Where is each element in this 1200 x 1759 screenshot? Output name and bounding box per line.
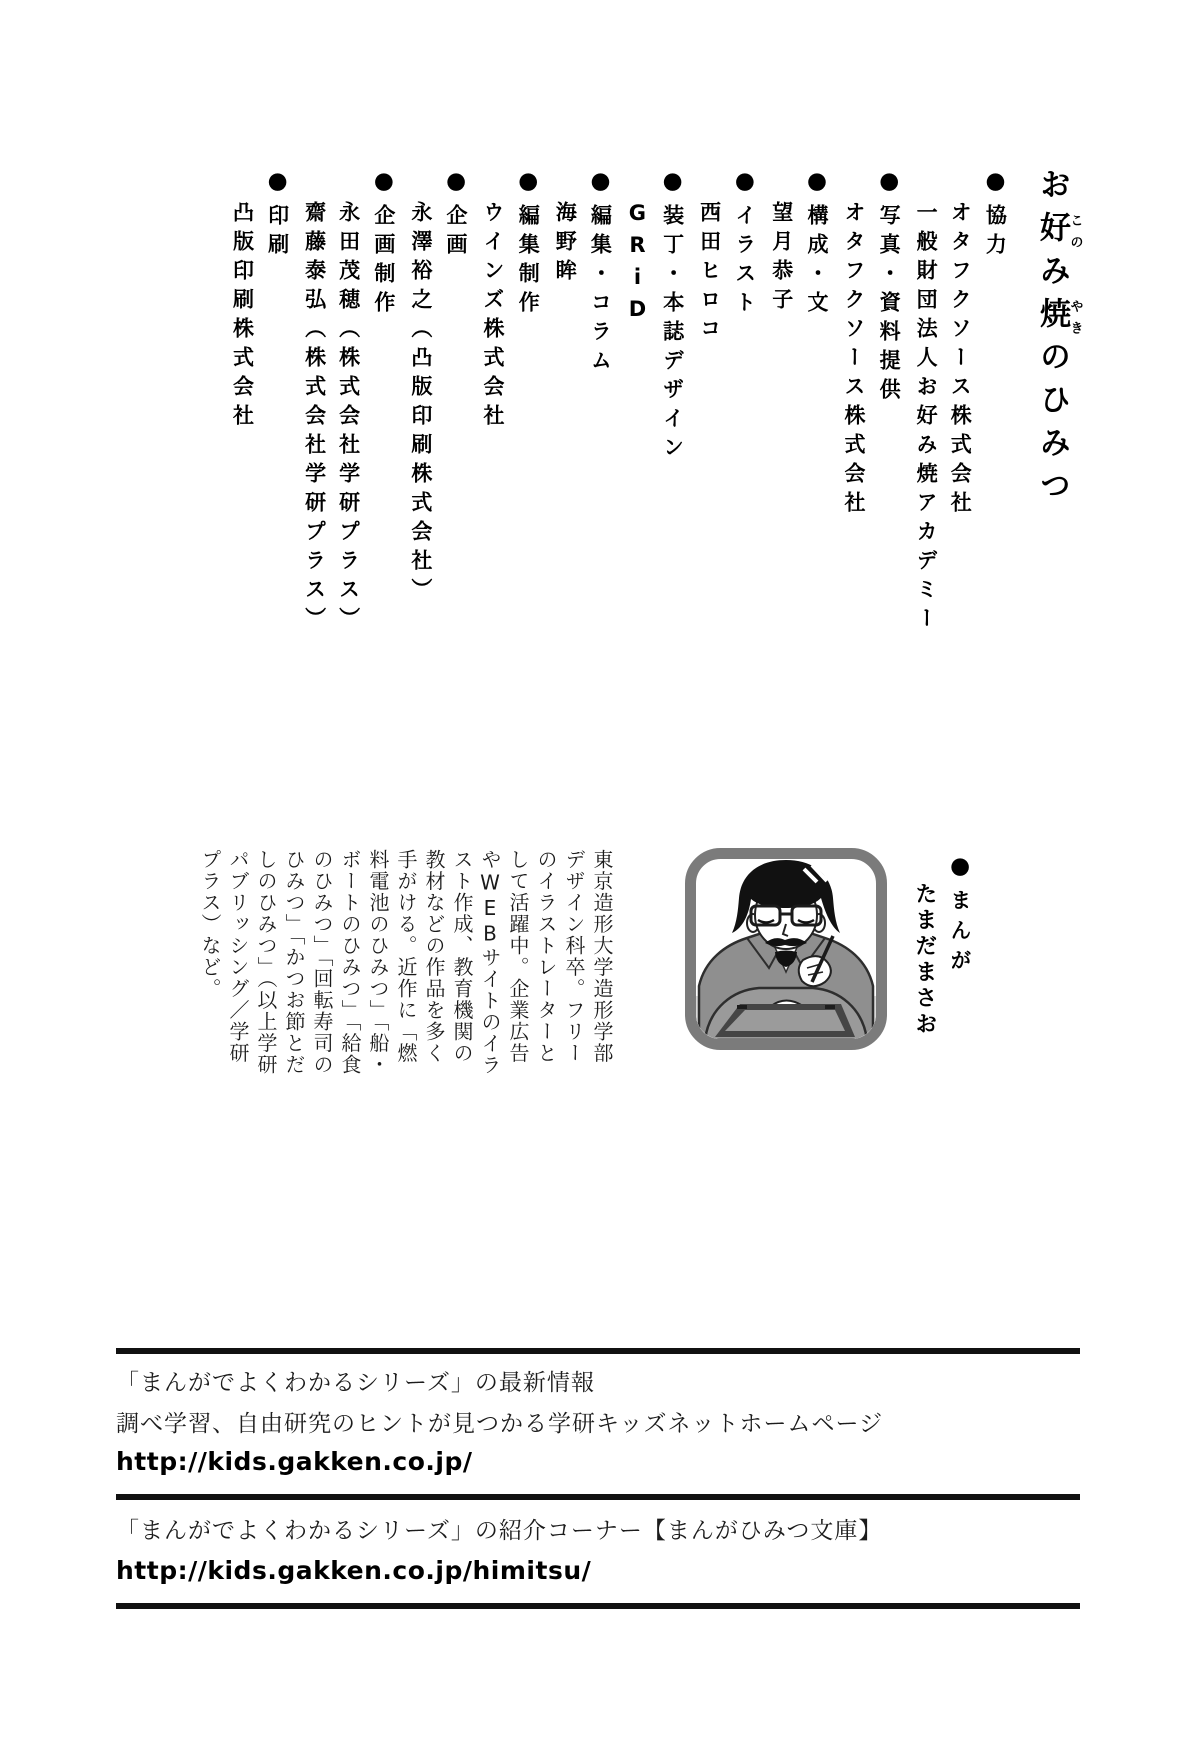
bio-column: やWEBサイトのイラ xyxy=(478,849,502,1076)
manga-credit-section xyxy=(913,853,972,1173)
credit-entry xyxy=(554,168,612,868)
bio-column: のひみつ」「回転寿司の xyxy=(310,849,334,1076)
credit-entry xyxy=(231,168,289,868)
credit-role-label: ●イラスト xyxy=(731,168,758,320)
bullet-icon: ● xyxy=(515,168,542,204)
manga-role-label xyxy=(948,853,972,1173)
credit-value: 西田ヒロコ xyxy=(697,201,722,346)
credit-role-label: ●企画 xyxy=(443,168,469,262)
bio-column: 手がける。近作に「燃 xyxy=(394,849,418,1064)
bullet-icon: ● xyxy=(587,168,614,204)
credit-role-label: ●企画制作 xyxy=(370,168,397,320)
bio-column: パブリッシング／学研 xyxy=(226,849,250,1064)
bio-column: 東京造形大学造形学部 xyxy=(590,849,614,1064)
credit-value: オタフクソース株式会社 xyxy=(948,201,973,520)
bio-column: 教材などの作品を多く xyxy=(422,849,446,1064)
credit-entry xyxy=(699,168,757,868)
credit-role-label: ●写真・資料提供 xyxy=(876,168,903,407)
author-portrait-illustration xyxy=(685,848,887,1050)
credit-entry xyxy=(915,168,1007,868)
bullet-icon: ● xyxy=(947,853,973,889)
divider-rule xyxy=(116,1348,1080,1354)
bullet-icon: ● xyxy=(264,168,291,204)
series-info-line: 「まんがでよくわかるシリーズ」の最新情報 xyxy=(116,1370,595,1396)
credit-entry xyxy=(410,168,468,868)
credits-section xyxy=(217,168,1082,868)
credit-value: オタフクソース株式会社 xyxy=(841,201,866,520)
bullet-icon: ● xyxy=(370,168,397,204)
credit-value: 凸版印刷株式会社 xyxy=(230,201,255,433)
bullet-icon: ● xyxy=(876,168,903,204)
credit-entry xyxy=(626,168,684,868)
bio-column: デザイン科卒。フリー xyxy=(562,849,586,1064)
himitsu-url: http://kids.gakken.co.jp/himitsu/ xyxy=(116,1556,592,1585)
divider-rule xyxy=(116,1603,1080,1609)
credit-value: 望月恭子 xyxy=(769,201,794,317)
divider-rule xyxy=(116,1494,1080,1500)
bio-column: しのひみつ」（以上学研 xyxy=(254,849,278,1076)
bio-column: ひみつ」「かつお節とだ xyxy=(282,849,306,1076)
credit-value: 齋藤泰弘（株式会社学研プラス） xyxy=(302,201,327,636)
bio-column: プラス）など。 xyxy=(198,849,222,1000)
manga-role-text: まんが xyxy=(948,889,972,979)
title-char-with-furigana: 好この xyxy=(1034,211,1083,254)
credit-role-label: ●印刷 xyxy=(264,168,291,262)
credit-role-label: ●編集・コラム xyxy=(587,168,614,378)
credit-entry xyxy=(843,168,901,868)
credit-value: GRiD xyxy=(625,201,650,329)
bio-column: して活躍中。企業広告 xyxy=(506,849,530,1064)
bullet-icon: ● xyxy=(803,168,830,204)
title-char-with-furigana: 焼やき xyxy=(1034,297,1083,340)
bullet-icon: ● xyxy=(443,168,469,204)
credit-role-label: ●協力 xyxy=(982,168,1009,262)
kidsnet-url: http://kids.gakken.co.jp/ xyxy=(116,1447,473,1476)
credit-role-label: ●編集制作 xyxy=(515,168,542,320)
credit-entry xyxy=(482,168,540,868)
credit-entry xyxy=(771,168,829,868)
footer-links-section xyxy=(116,1348,1080,1609)
himitsu-info-line: 「まんがでよくわかるシリーズ」の紹介コーナー【まんがひみつ文庫】 xyxy=(116,1518,883,1544)
author-portrait xyxy=(685,848,887,1050)
furigana: この xyxy=(1067,211,1083,254)
manga-author-name: たまだまさお xyxy=(911,882,937,1038)
credit-value: 海野眸 xyxy=(553,201,578,288)
bio-column: ボートのひみつ」「給食 xyxy=(338,849,362,1076)
furigana: やき xyxy=(1067,297,1083,340)
credit-value: 一般財団法人お好み焼アカデミー xyxy=(914,201,939,636)
credit-role-label: ●装丁・本誌デザイン xyxy=(659,168,686,465)
kidsnet-info-line: 調べ学習、自由研究のヒントが見つかる学研キッズネットホームページ xyxy=(116,1411,884,1437)
credit-entry xyxy=(304,168,396,868)
credit-value: ウインズ株式会社 xyxy=(481,201,506,433)
author-bio xyxy=(192,849,612,1097)
book-title: お好このみ焼やきのひみつ xyxy=(1034,168,1083,512)
bullet-icon: ● xyxy=(982,168,1009,204)
bio-column: 料電池のひみつ」「船・ xyxy=(366,849,390,1076)
bullet-icon: ● xyxy=(731,168,758,204)
bullet-icon: ● xyxy=(659,168,686,204)
credit-value: 永田茂穂（株式会社学研プラス） xyxy=(336,201,361,636)
bio-column: スト作成、教育機関の xyxy=(450,849,474,1064)
credit-value: 永澤裕之（凸版印刷株式会社） xyxy=(408,201,433,607)
credit-role-label: ●構成・文 xyxy=(803,168,830,320)
bio-column: のイラストレーターと xyxy=(534,849,558,1064)
